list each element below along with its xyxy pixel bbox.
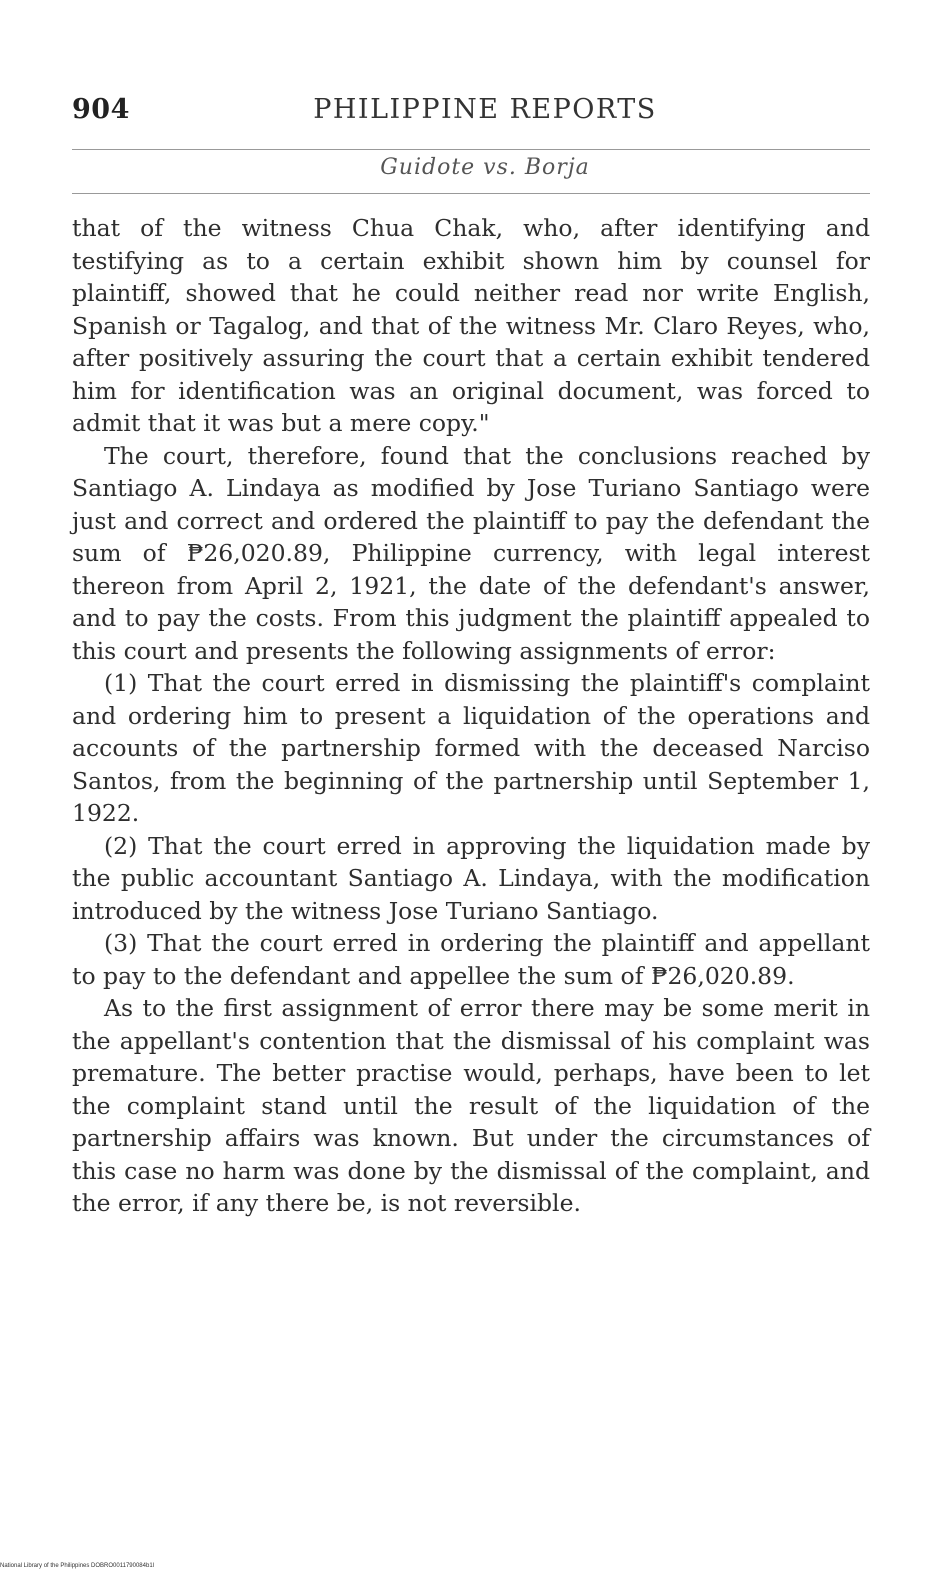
paragraph-error-2: (2) That the court erred in approving the liquidation made by the public accountant Santiago A. Lindaya, with the modification introduced by the witness Jose Turiano Santiago. xyxy=(72,831,870,925)
paragraph-first-assignment: As to the first assignment of error there may be some merit in the appellant's contention that the dismissal of his complaint was premature. The better practise would, perhaps, have been to let the complaint stand until the result of the liquidation of the partnership affairs was known. But under the circumstances of this case no harm was done by the dismissal of the complaint, and the error, if any there be, is not reversible. xyxy=(72,994,870,1217)
body-text xyxy=(72,212,870,1220)
header-rule-lower xyxy=(72,193,870,194)
scan-footer-note: National Library of the Philippines DOBRO0011790084b1l xyxy=(0,1563,154,1569)
paragraph-error-1: (1) That the court erred in dismissing the plaintiff's complaint and ordering him to present a liquidation of the operations and accounts of the partnership formed with the deceased Narciso Santos, from the beginning of the partnership until September 1, 1922. xyxy=(72,669,870,827)
paragraph-court-findings: The court, therefore, found that the conclusions reached by Santiago A. Lindaya as modified by Jose Turiano Santiago were just and correct and ordered the plaintiff to pay the defendant the sum of ₱26,020.89, Philippine currency, with legal interest thereon from April 2, 1921, the date of the defendant's answer, and to pay the costs. From this judgment the plaintiff appealed to this court and presents the following assignments of error: xyxy=(72,441,870,665)
paragraph-error-3: (3) That the court erred in ordering the plaintiff and appellant to pay to the defendant and appellee the sum of ₱26,020.89. xyxy=(72,929,870,990)
running-head: PHILIPPINE REPORTS xyxy=(313,94,657,125)
page-number: 904 xyxy=(72,94,130,125)
paragraph-continuation: that of the witness Chua Chak, who, after identifying and testifying as to a certain exhibit shown him by counsel for plaintiff, showed that he could neither read nor write English, Spanish or Tagalog, and that of the witness Mr. Claro Reyes, who, after positively assuring the court that a certain exhibit tendered him for identification was an original document, was forced to admit that it was but a mere copy." xyxy=(72,214,870,437)
header-rule xyxy=(72,149,870,150)
case-title: Guidote vs. Borja xyxy=(380,155,590,180)
